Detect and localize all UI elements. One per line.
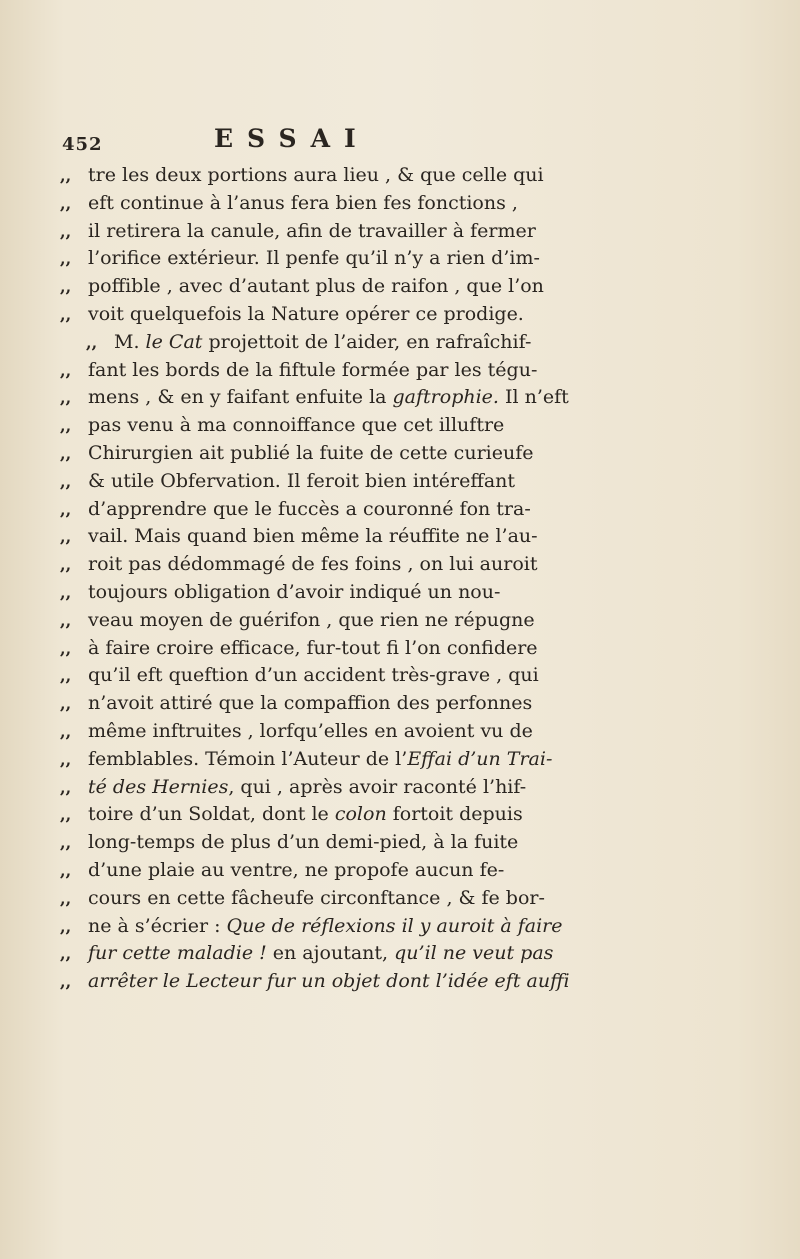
quotation-mark: ,, [60,944,72,964]
italic-segment: gaftrophie. [392,386,499,409]
quotation-mark: ,, [60,749,72,769]
text-line [60,690,760,718]
text-line [60,468,760,496]
text-line [60,746,760,774]
text-line [60,607,760,635]
quotation-mark: ,, [60,916,72,936]
line-text [88,551,537,579]
line-text [88,746,552,774]
text-line [60,885,760,913]
text-segment: toujours obligation d’avoir indiqué un nou- [88,580,501,603]
line-text [88,412,504,440]
text-segment: vail. Mais quand bien même la réuffite ne l’au- [88,525,538,548]
running-title: ESSAI [214,124,370,153]
quotation-mark: ,, [60,416,72,436]
quotation-mark: ,, [60,443,72,463]
text-line [60,384,760,412]
quotation-mark: ,, [60,555,72,575]
text-segment: veau moyen de guérifon , que rien ne répugne [88,608,535,631]
quotation-mark: ,, [60,277,72,297]
text-segment: & utile Obfervation. Il feroit bien intéreffant [88,469,516,492]
text-segment: tre les deux portions aura lieu , & que celle qui [88,164,544,186]
quotation-mark: ,, [60,610,72,630]
italic-segment: Que de réflexions il y auroit à faire [226,914,563,937]
line-text [88,468,515,496]
quotation-mark: ,, [60,221,72,241]
line-text [88,579,500,607]
italic-segment: arrêter le Lecteur fur un objet dont l’idée eft auffi [88,970,570,993]
text-line [60,718,760,746]
text-segment: long-temps de plus d’un demi-pied, à la fuite [88,831,519,854]
text-line [60,301,760,329]
quotation-mark: ,, [60,833,72,853]
line-text [88,635,538,663]
text-segment: projettoit de l’aider, en rafraîchif- [202,330,532,353]
text-line [60,162,760,190]
quotation-mark: ,, [60,360,72,380]
text-segment: voit quelquefois la Nature opérer ce prodige. [88,302,524,325]
text-line [60,245,760,273]
line-text [88,273,544,301]
line-text [88,801,523,829]
italic-segment: qu’il ne veut pas [394,942,554,965]
line-text [88,885,545,913]
text-line [60,412,760,440]
text-segment: ne à s’écrier : [88,914,227,937]
text-segment: d’apprendre que le fuccès a couronné fon tra- [88,497,531,520]
quotation-mark: ,, [60,638,72,658]
text-segment: fant les bords de la fiftule formée par les tégu- [88,358,538,381]
text-segment: qu’il eft queftion d’un accident très-grave , qui [88,664,539,687]
line-text [88,857,504,885]
page-header [62,124,582,164]
line-text [88,301,524,329]
line-text [88,162,544,190]
text-segment: , qui , après avoir raconté l’hif- [228,775,527,798]
text-line [60,635,760,663]
text-segment: mens , & en y faifant enfuite la [88,386,393,409]
text-segment: d’une plaie au ventre, ne propofe aucun fe- [88,858,505,881]
line-text [88,218,536,246]
line-text [88,774,526,802]
text-segment: l’orifice extérieur. Il penfe qu’il n’y a rien d’im- [88,247,540,270]
italic-segment: colon [334,803,387,826]
italic-segment: Effai d’un Trai- [407,747,553,770]
quotation-mark: ,, [60,777,72,797]
line-text [88,913,563,941]
page-number: 452 [62,134,103,155]
text-line [60,940,760,968]
quotation-mark: ,, [86,332,98,352]
line-text [88,496,531,524]
text-line [60,440,760,468]
text-line [60,496,760,524]
quotation-mark: ,, [60,304,72,324]
text-segment: roit pas dédommagé de fes foins , on lui auroit [88,553,538,576]
italic-segment: té des Hernies [88,775,229,798]
text-segment: eft continue à l’anus fera bien fes fonctions , [88,191,518,214]
text-segment: pas venu à ma connoiffance que cet illuftre [88,414,505,437]
line-text [88,662,539,690]
text-line [60,662,760,690]
line-text [88,829,518,857]
line-text [88,940,553,968]
line-text [88,690,532,718]
text-segment: fortoit depuis [386,803,523,826]
text-segment: à faire croire efficace, fur-tout fi l’on confidere [88,636,538,659]
quotation-mark: ,, [60,972,72,992]
text-line [60,329,760,357]
line-text [88,718,533,746]
quotation-mark: ,, [60,499,72,519]
text-segment: même inftruites , lorfqu’elles en avoient vu de [88,719,533,742]
text-segment: n’avoit attiré que la compaffion des perfonnes [88,692,533,715]
line-text [88,440,533,468]
text-segment: en ajoutant, [266,942,395,965]
quotation-mark: ,, [60,249,72,269]
text-segment: Il n’eft [498,386,569,409]
text-line [60,913,760,941]
text-segment: poffible , avec d’autant plus de raifon , que l’on [88,275,544,298]
text-segment: cours en cette fâcheufe circonftance , & fe bor- [88,886,545,909]
quotation-mark: ,, [60,888,72,908]
line-text [88,384,569,412]
text-segment: femblables. Témoin l’Auteur de l’ [88,747,408,770]
quotation-mark: ,, [60,666,72,686]
line-text [88,607,535,635]
text-line [60,551,760,579]
text-line [60,273,760,301]
text-line [60,579,760,607]
text-line [60,523,760,551]
line-text [114,329,531,357]
text-line [60,218,760,246]
quotation-mark: ,, [60,166,72,185]
quotation-mark: ,, [60,721,72,741]
text-line [60,857,760,885]
quotation-mark: ,, [60,193,72,213]
text-segment: M. [114,330,146,353]
line-text [88,245,540,273]
text-line [60,968,760,996]
quotation-mark: ,, [60,694,72,714]
quotation-mark: ,, [60,527,72,547]
quotation-mark: ,, [60,471,72,491]
body-text [60,162,760,996]
line-text [88,968,570,996]
quotation-mark: ,, [60,388,72,408]
text-line [60,357,760,385]
text-line [60,801,760,829]
quotation-mark: ,, [60,805,72,825]
text-line [60,829,760,857]
quotation-mark: ,, [60,860,72,880]
line-text [88,523,538,551]
line-text [88,357,537,385]
text-segment: toire d’un Soldat, dont le [88,803,335,826]
text-line [60,774,760,802]
text-segment: il retirera la canule, afin de travailler à fermer [88,219,536,242]
text-line [60,190,760,218]
italic-segment: fur cette maladie ! [88,942,267,965]
line-text [88,190,518,218]
text-segment: Chirurgien ait publié la fuite de cette curieufe [88,441,534,464]
italic-segment: le Cat [145,330,203,353]
quotation-mark: ,, [60,582,72,602]
